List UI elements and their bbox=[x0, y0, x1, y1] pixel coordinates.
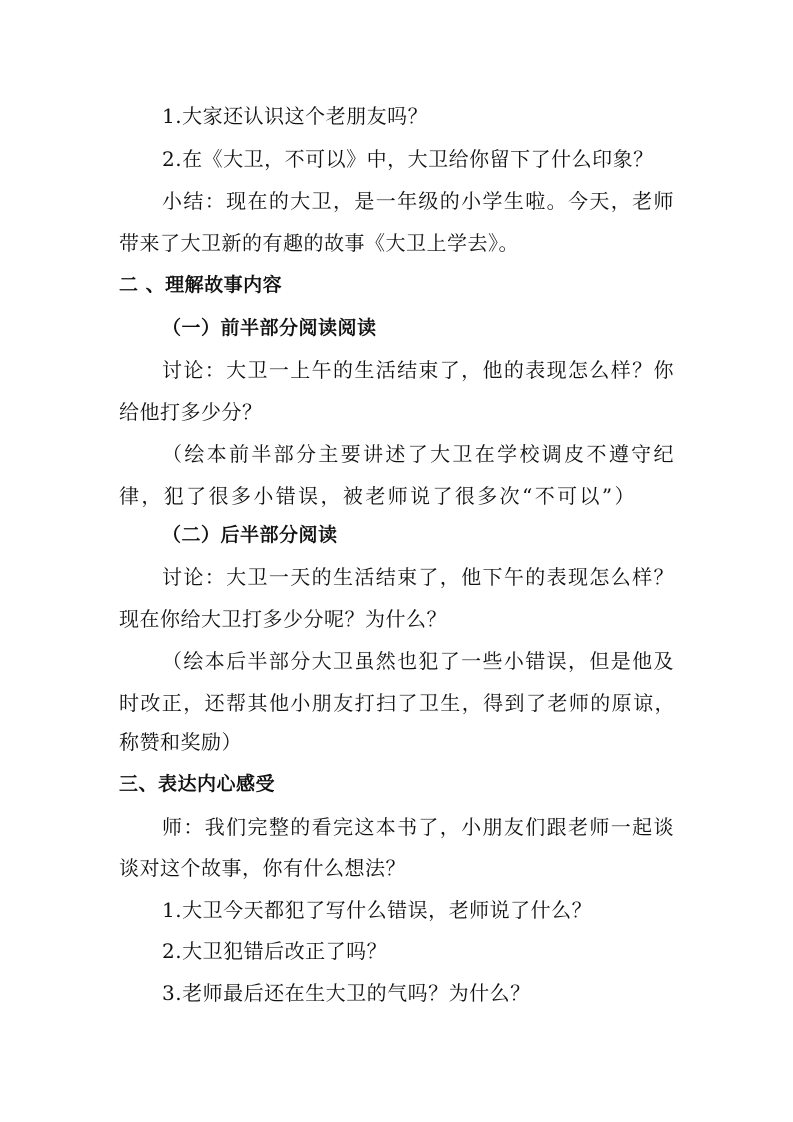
intro-question-2: 2.在《大卫，不可以》中，大卫给你留下了什么印象？ bbox=[162, 147, 654, 171]
reflection-question-3: 3.老师最后还在生大卫的气吗？为什么？ bbox=[162, 981, 531, 1005]
reflection-question-2: 2.大卫犯错后改正了吗？ bbox=[162, 939, 388, 963]
section-2-part-2-heading: （二）后半部分阅读 bbox=[162, 524, 338, 546]
intro-summary-line-1: 小结：现在的大卫，是一年级的小学生啦。今天，老师 bbox=[162, 189, 674, 213]
part-1-note-line-1: （绘本前半部分主要讲述了大卫在学校调皮不遵守纪 bbox=[162, 442, 674, 466]
part-2-note-line-2: 时改正，还帮其他小朋友打扫了卫生，得到了老师的原谅， bbox=[119, 691, 675, 715]
part-1-note-line-2: 律，犯了很多小错误，被老师说了很多次“不可以”） bbox=[119, 484, 635, 508]
intro-question-1: 1.大家还认识这个老朋友吗？ bbox=[162, 104, 429, 128]
teacher-prompt-line-1: 师：我们完整的看完这本书了，小朋友们跟老师一起谈 bbox=[162, 815, 674, 839]
intro-summary-line-2: 带来了大卫新的有趣的故事《大卫上学去》。 bbox=[119, 231, 519, 255]
section-3-heading: 三、表达内心感受 bbox=[119, 773, 276, 795]
section-2-part-1-heading: （一）前半部分阅读阅读 bbox=[162, 317, 377, 339]
teacher-prompt-line-2: 谈对这个故事，你有什么想法？ bbox=[119, 856, 406, 880]
reflection-question-1: 1.大卫今天都犯了写什么错误，老师说了什么？ bbox=[162, 898, 593, 922]
part-2-note-line-3: 称赞和奖励） bbox=[119, 730, 242, 754]
part-2-note-line-1: （绘本后半部分大卫虽然也犯了一些小错误，但是他及 bbox=[162, 649, 674, 673]
part-1-discussion-line-1: 讨论：大卫一上午的生活结束了，他的表现怎么样？你 bbox=[162, 358, 674, 382]
section-2-heading: 二 、理解故事内容 bbox=[119, 274, 283, 296]
part-2-discussion-line-2: 现在你给大卫打多少分呢？为什么？ bbox=[119, 607, 447, 631]
part-1-discussion-line-2: 给他打多少分？ bbox=[119, 400, 263, 424]
part-2-discussion-line-1: 讨论：大卫一天的生活结束了，他下午的表现怎么样？ bbox=[162, 565, 674, 589]
